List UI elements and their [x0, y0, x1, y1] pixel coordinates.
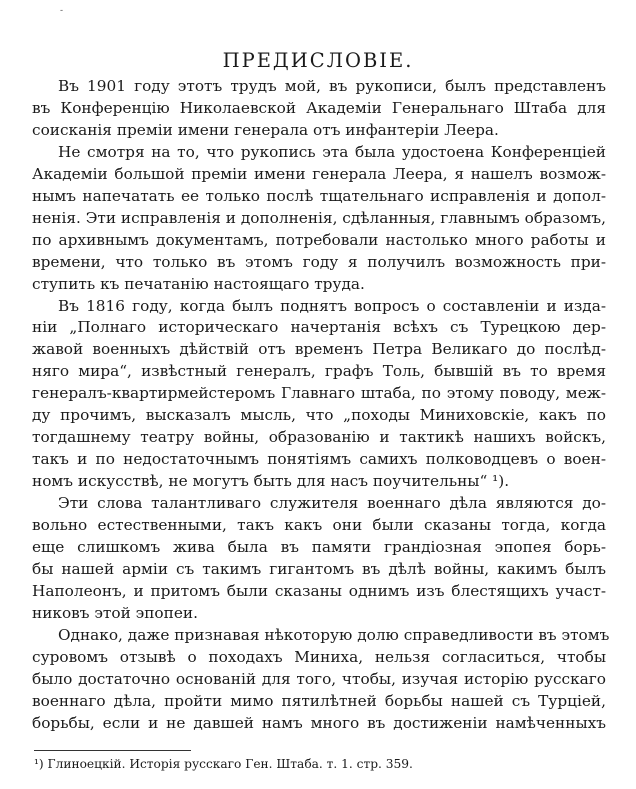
text-line: по архивнымъ документамъ, потребовали настолько много работы и: [32, 230, 606, 249]
text-line: военнаго дѣла, пройти мимо пятилѣтней борьбы нашей съ Турціей,: [32, 691, 606, 710]
paragraph: [32, 296, 606, 494]
preface-body: [32, 76, 610, 735]
paragraph: [32, 493, 606, 625]
text-line: Наполеонъ, и притомъ были сказаны однимъ изъ блестящихъ участ-: [32, 581, 606, 600]
text-line: няго мира“, извѣстный генералъ, графъ Толь, бывшій въ то время: [32, 362, 606, 381]
footnote-divider: [34, 750, 191, 751]
text-line: ненія. Эти исправленія и дополненія, сдѣланныя, главнымъ образомъ,: [32, 208, 606, 227]
text-line: генералъ-квартирмейстеромъ Главнаго штаба, по этому поводу, меж-: [32, 384, 606, 403]
text-line: тогдашнему театру войны, образованію и тактикѣ нашихъ войскъ,: [32, 428, 606, 447]
text-line: бы нашей арміи съ такимъ гигантомъ въ дѣлѣ войны, какимъ былъ: [32, 559, 606, 578]
text-line: нымъ напечатать ее только послѣ тщательнаго исправленія и допол-: [32, 186, 606, 205]
text-line: такъ и по недостаточнымъ понятіямъ самихъ полководцевъ о воен-: [32, 450, 606, 469]
paragraph: [32, 625, 610, 735]
text-line: Не смотря на то, что рукопись эта была удостоена Конференціей: [58, 142, 606, 161]
paragraph: [32, 76, 606, 142]
footnote: ¹) Глиноецкій. Исторія русскаго Ген. Штаба. т. 1. стр. 359.: [34, 757, 413, 771]
text-line: соисканія преміи имени генерала отъ инфантеріи Леера.: [32, 120, 499, 139]
page-title: ПРЕДИСЛОВІЕ.: [222, 49, 414, 73]
text-line: номъ искусствѣ, не могутъ быть для насъ поучительны“ ¹).: [32, 472, 510, 491]
text-line: борьбы, если и не давшей намъ много въ достиженіи намѣченныхъ: [32, 713, 606, 732]
text-line: Академіи большой преміи имени генерала Леера, я нашелъ возмож-: [32, 164, 606, 183]
paragraph: [32, 142, 606, 296]
text-line: ду прочимъ, высказалъ мысль, что „походы Миниховскіе, какъ по: [32, 406, 606, 425]
text-line: вольно естественными, такъ какъ они были сказаны тогда, когда: [32, 516, 606, 535]
text-line: времени, что только въ этомъ году я получилъ возможность при-: [32, 252, 606, 271]
text-line: суровомъ отзывѣ о походахъ Миниха, нельзя согласиться, чтобы: [32, 647, 606, 666]
page-mark: -: [60, 6, 64, 16]
text-line: еще слишкомъ жива была въ памяти грандіозная эпопея борь-: [32, 538, 606, 557]
text-line: въ Конференцію Николаевской Академіи Генеральнаго Штаба для: [32, 98, 606, 117]
text-line: Въ 1901 году этотъ трудъ мой, въ рукописи, былъ представленъ: [58, 77, 606, 95]
text-line: ніи „Полнаго историческаго начертанія всѣхъ съ Турецкою дер-: [32, 318, 606, 337]
text-line: было достаточно основаній для того, чтобы, изучая исторію русскаго: [32, 669, 606, 688]
text-line: жавой военныхъ дѣйствій отъ временъ Петра Великаго до послѣд-: [32, 340, 606, 359]
text-line: Эти слова талантливаго служителя военнаго дѣла являются до-: [58, 494, 606, 513]
text-line: Въ 1816 году, когда былъ поднятъ вопросъ о составленіи и изда-: [58, 296, 606, 315]
text-line: никовъ этой эпопеи.: [32, 603, 198, 622]
text-line: ступить къ печатанію настоящаго труда.: [32, 274, 365, 293]
text-line: Однако, даже признавая нѣкоторую долю справедливости въ этомъ: [58, 625, 610, 644]
